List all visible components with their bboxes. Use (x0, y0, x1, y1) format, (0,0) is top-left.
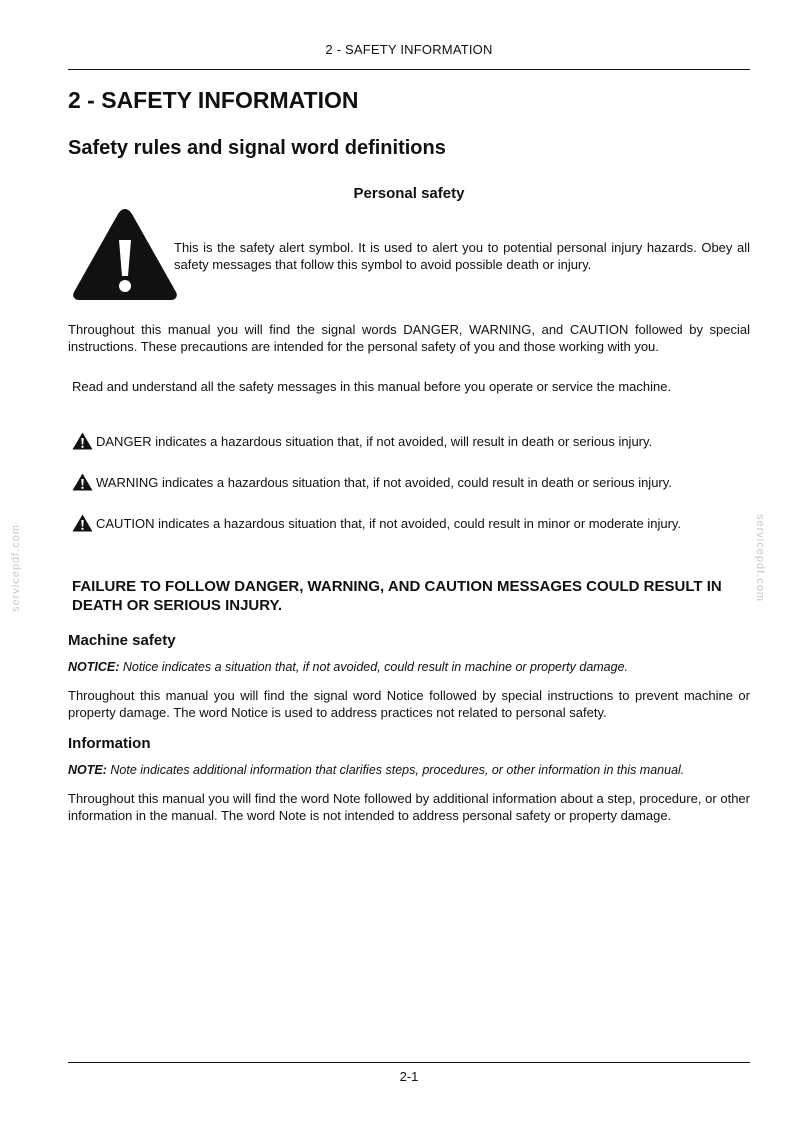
alert-symbol-description: This is the safety alert symbol. It is used to alert you to potential personal injury hazards. Obey all safety messages that follow this symbol to avoid possible death or injury. (174, 240, 750, 272)
notice-label: NOTICE: (68, 660, 120, 674)
section-title: Safety rules and signal word definitions (68, 137, 446, 159)
danger-text: DANGER indicates a hazardous situation that, if not avoided, will result in death or serious injury. (96, 433, 653, 449)
page-title: 2 - SAFETY INFORMATION (68, 87, 359, 113)
running-header: 2 - SAFETY INFORMATION (325, 42, 493, 57)
warning-definition (72, 473, 672, 491)
danger-alert-icon (72, 432, 93, 450)
footer-rule (68, 1062, 750, 1063)
note-body: Throughout this manual you will find the word Note followed by additional information about a step, procedure, or other information in the manual. The word Note is not intended to address personal safety or property damage. (68, 791, 750, 823)
watermark-right: servicepdf.com (753, 514, 766, 602)
failure-warning: FAILURE TO FOLLOW DANGER, WARNING, AND CAUTION MESSAGES COULD RESULT IN DEATH OR SERIOUS INJURY. (72, 578, 722, 614)
read-instructions: Read and understand all the safety messages in this manual before you operate or service the machine. (72, 379, 672, 394)
machine-safety-heading: Machine safety (68, 632, 176, 649)
header-rule (68, 69, 750, 70)
caution-alert-icon (72, 514, 93, 532)
information-heading: Information (68, 735, 151, 752)
notice-definition (68, 659, 628, 676)
watermark-left: servicepdf.com (9, 524, 22, 612)
warning-alert-icon (72, 473, 93, 491)
note-label: NOTE: (68, 763, 107, 777)
signal-words-intro: Throughout this manual you will find the signal words DANGER, WARNING, and CAUTION followed by special instructions. These precautions are intended for the personal safety of you and those working with you. (68, 322, 750, 354)
warning-text: WARNING indicates a hazardous situation that, if not avoided, could result in death or serious injury. (96, 474, 672, 490)
note-definition (68, 762, 684, 779)
danger-definition (72, 432, 652, 450)
page-number: 2-1 (399, 1069, 419, 1084)
personal-safety-heading: Personal safety (353, 185, 465, 202)
caution-text: CAUTION indicates a hazardous situation that, if not avoided, could result in minor or moderate injury. (96, 515, 682, 531)
note-text: Note indicates additional information that clarifies steps, procedures, or other information in this manual. (106, 763, 685, 777)
safety-alert-icon (70, 206, 180, 302)
notice-body: Throughout this manual you will find the signal word Notice followed by special instructions to prevent machine or property damage. The word Notice is used to address practices not related to personal safety. (68, 688, 750, 720)
notice-text: Notice indicates a situation that, if not avoided, could result in machine or property damage. (119, 660, 629, 674)
caution-definition (72, 514, 681, 532)
